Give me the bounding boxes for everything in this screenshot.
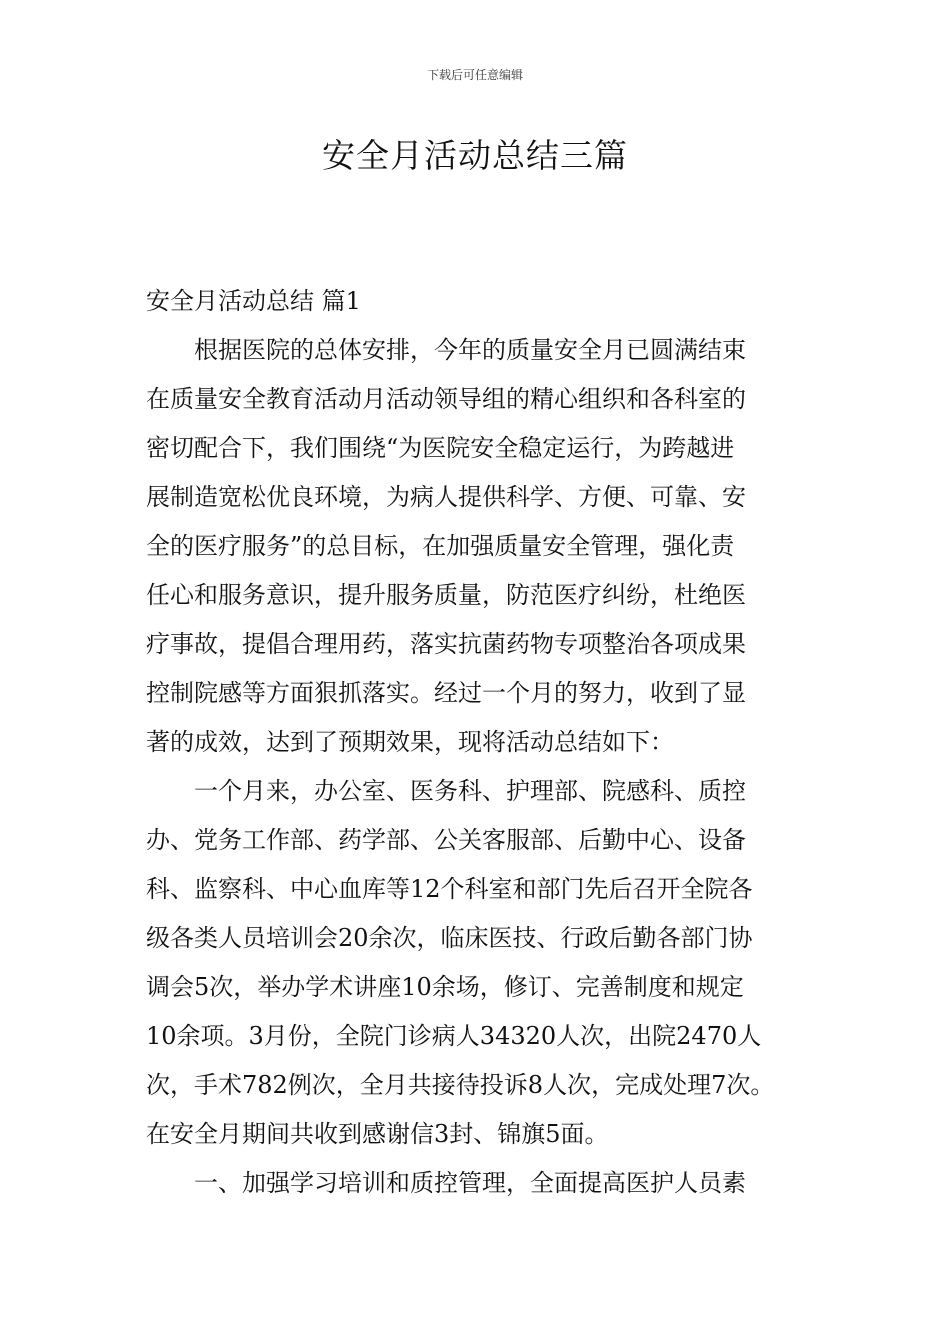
text-line: 一、加强学习培训和质控管理，全面提高医护人员素 bbox=[194, 1169, 746, 1197]
text-line: 密切配合下，我们围绕“为医院安全稳定运行，为跨越进 bbox=[146, 434, 735, 462]
text-line: 疗事故，提倡合理用药，落实抗菌药物专项整治各项成果 bbox=[146, 630, 746, 658]
paragraph bbox=[146, 767, 811, 1159]
text-line: 展制造宽松优良环境，为病人提供科学、方便、可靠、安 bbox=[146, 483, 746, 511]
text-line: 次，手术782例次，全月共接待投诉8人次，完成处理7次。 bbox=[146, 1071, 775, 1099]
paragraph bbox=[146, 326, 811, 767]
text-line: 全的医疗服务”的总目标，在加强质量安全管理，强化责 bbox=[146, 532, 735, 560]
text-line: 控制院感等方面狠抓落实。经过一个月的努力，收到了显 bbox=[146, 679, 746, 707]
text-line: 10余项。3月份，全院门诊病人34320人次，出院2470人 bbox=[146, 1022, 762, 1050]
text-line: 一个月来，办公室、医务科、护理部、院感科、质控 bbox=[194, 777, 746, 805]
text-line: 在质量安全教育活动月活动领导组的精心组织和各科室的 bbox=[146, 385, 746, 413]
paragraph bbox=[146, 1159, 811, 1208]
text-line: 调会5次，举办学术讲座10余场，修订、完善制度和规定 bbox=[146, 973, 744, 1001]
header-note: 下载后可任意编辑 bbox=[426, 68, 523, 82]
text-line: 根据医院的总体安排，今年的质量安全月已圆满结束 bbox=[194, 336, 746, 364]
text-line: 级各类人员培训会20余次，临床医技、行政后勤各部门协 bbox=[146, 924, 753, 952]
document-body bbox=[146, 326, 811, 1208]
section-heading: 安全月活动总结 篇1 bbox=[146, 287, 361, 315]
document-title: 安全月活动总结三篇 bbox=[322, 136, 628, 175]
text-line: 任心和服务意识，提升服务质量，防范医疗纠纷，杜绝医 bbox=[146, 581, 746, 609]
text-line: 办、党务工作部、药学部、公关客服部、后勤中心、设备 bbox=[146, 826, 746, 854]
text-line: 在安全月期间共收到感谢信3封、锦旗5面。 bbox=[146, 1120, 609, 1148]
text-line: 著的成效，达到了预期效果，现将活动总结如下： bbox=[146, 728, 674, 756]
text-line: 科、监察科、中心血库等12个科室和部门先后召开全院各 bbox=[146, 875, 753, 903]
